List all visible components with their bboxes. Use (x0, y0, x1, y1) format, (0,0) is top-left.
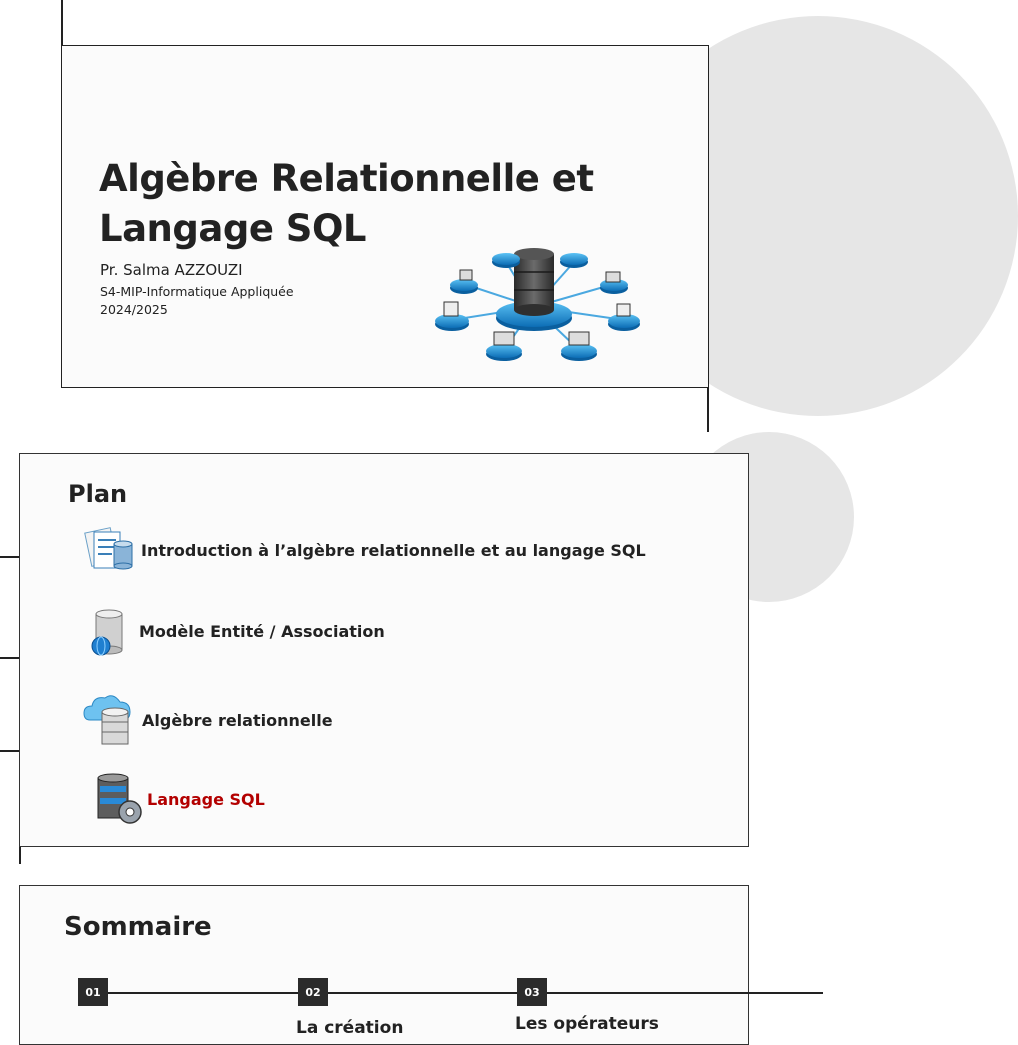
database-globe-icon (82, 606, 140, 662)
plan-item-introduction[interactable]: Introduction à l’algèbre relationnelle et au langage SQL (141, 541, 646, 560)
plan-item-modele-entite-association[interactable]: Modèle Entité / Association (139, 622, 385, 641)
step-badge-03: 03 (517, 978, 547, 1006)
step-heading-02: La création (296, 1018, 404, 1038)
step-badge-02: 02 (298, 978, 328, 1006)
sommaire-slide (19, 885, 749, 1045)
step-badge-01: 01 (78, 978, 108, 1006)
cloud-database-icon (80, 690, 138, 746)
plan-item-langage-sql[interactable]: Langage SQL (147, 790, 265, 809)
plan-slide (19, 453, 749, 847)
title-slide (61, 45, 709, 388)
divider-line (61, 0, 63, 46)
title-line-1: Algèbre Relationnelle et (99, 157, 594, 200)
divider-line (707, 386, 709, 432)
academic-year: 2024/2025 (100, 302, 168, 317)
database-gear-icon (92, 772, 150, 828)
divider-line (19, 846, 21, 864)
step-heading-03: Les opérateurs (515, 1014, 659, 1034)
sommaire-title: Sommaire (64, 912, 212, 942)
title-line-2: Langage SQL (99, 207, 366, 250)
document-database-icon (82, 522, 140, 578)
author-name: Pr. Salma AZZOUZI (100, 261, 243, 279)
plan-item-algebre-relationnelle[interactable]: Algèbre relationnelle (142, 711, 333, 730)
database-network-icon (424, 232, 644, 368)
plan-title: Plan (68, 480, 128, 508)
timeline-line (93, 992, 823, 994)
course-name: S4-MIP-Informatique Appliquée (100, 284, 294, 299)
